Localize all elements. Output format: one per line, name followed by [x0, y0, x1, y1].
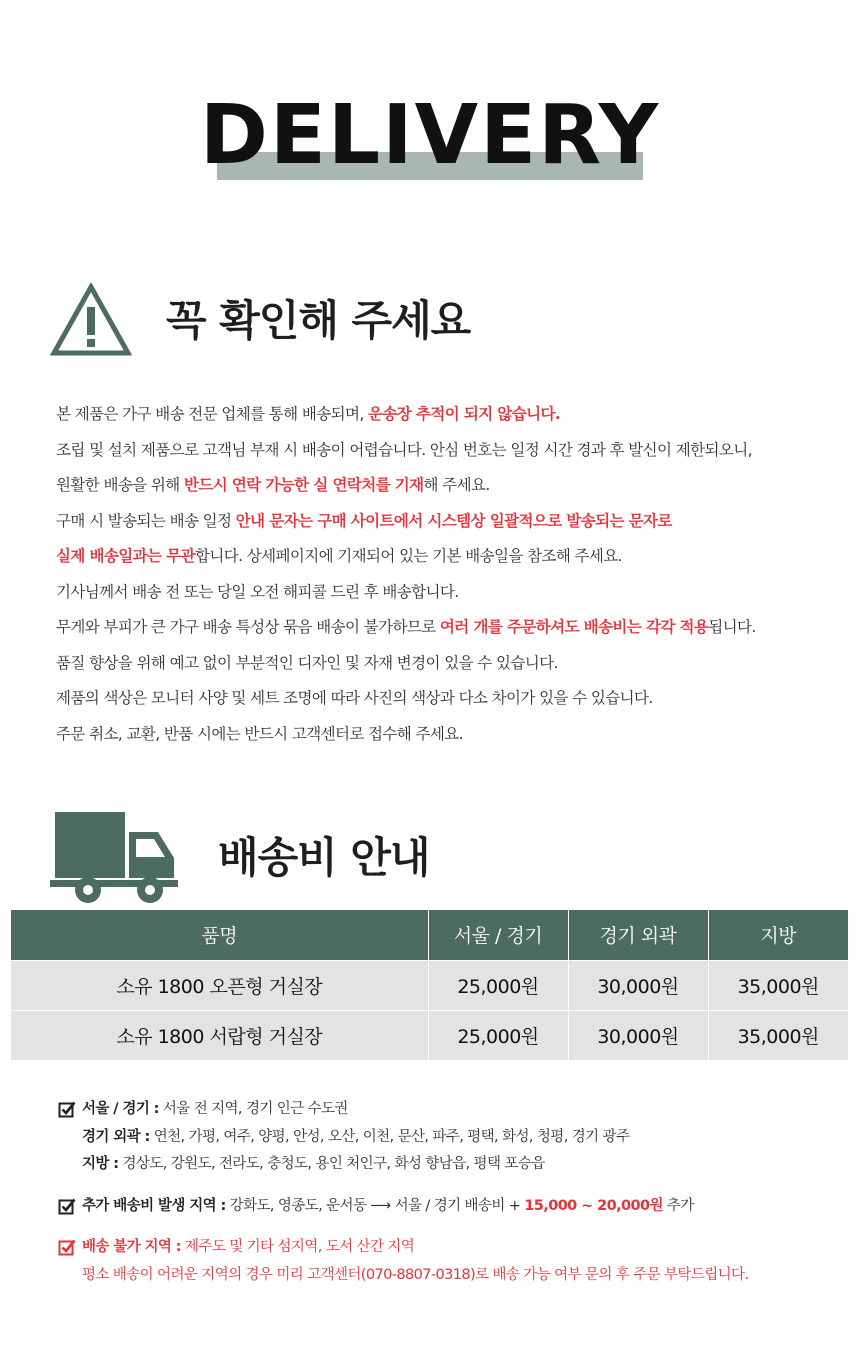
notice-item	[56, 468, 846, 504]
shipping-fee-table	[11, 910, 848, 1060]
unavailable-note: 평소 배송이 어려운 지역의 경우 미리 고객센터(070-8807-0318)로 배송 가능 여부 문의 후 주문 부탁드립니다.	[82, 1266, 749, 1283]
unavailable-label: 배송 불가 지역 :	[82, 1239, 181, 1255]
page-header	[0, 86, 860, 186]
notice-highlight: 반드시 연락 가능한 실 연락처를 기재	[183, 476, 424, 494]
column-header-seoul: 서울 / 경기	[428, 910, 568, 960]
notice-text: 품질 향상을 위해 예고 없이 부분적인 디자인 및 자재 변경이 있을 수 있습니다.	[56, 653, 558, 672]
notice-text: 조립 및 설치 제품으로 고객님 부재 시 배송이 어렵습니다. 안심 번호는 일정 시간 경과 후 발신이 제한되오니,	[56, 440, 752, 459]
region-seoul-text: 서울 전 지역, 경기 인근 수도권	[158, 1101, 348, 1117]
delivery-truck-icon	[50, 812, 180, 904]
extra-fee-base: 서울 / 경기 배송비 +	[390, 1197, 525, 1214]
notice-text: 무게와 부피가 큰 가구 배송 특성상 묶음 배송이 불가하므로	[56, 618, 440, 636]
region-outer	[82, 1124, 848, 1152]
notice-highlight: 운송장 추적이 되지 않습니다.	[368, 405, 561, 423]
region-group	[58, 1096, 848, 1179]
region-seoul	[82, 1096, 848, 1124]
fee-section-header	[50, 812, 810, 904]
extra-fee-group	[58, 1193, 848, 1221]
unavailable-group	[58, 1234, 848, 1289]
notice-text: 구매 시 발송되는 배송 일정	[56, 511, 236, 530]
unavailable-line	[82, 1234, 848, 1262]
arrow-right-icon: ⟶	[370, 1197, 391, 1214]
notice-item	[56, 539, 846, 575]
region-outer-label: 경기 외곽 :	[82, 1128, 150, 1145]
notice-highlight: 실제 배송일과는 무관	[56, 547, 195, 565]
warning-triangle-icon	[50, 283, 132, 357]
notice-item	[56, 610, 846, 646]
cell-outer-fee: 30,000원	[568, 1010, 708, 1060]
column-header-product: 품명	[11, 910, 428, 960]
checkbox-check-icon	[58, 1197, 76, 1215]
cell-outer-fee: 30,000원	[568, 960, 708, 1010]
notice-item	[56, 575, 846, 611]
table-row	[11, 1010, 848, 1060]
extra-fee-line	[82, 1193, 848, 1221]
notice-text: 본 제품은 가구 배송 전문 업체를 통해 배송되며,	[56, 405, 369, 423]
column-header-outer: 경기 외곽	[568, 910, 708, 960]
page-title: DELIVERY	[199, 88, 661, 183]
extra-fee-label: 추가 배송비 발생 지역 :	[82, 1197, 226, 1214]
notice-text: 기사님께서 배송 전 또는 당일 오전 해피콜 드린 후 배송합니다.	[56, 582, 459, 601]
notice-text: 주문 취소, 교환, 반품 시에는 반드시 고객센터로 접수해 주세요.	[56, 724, 463, 743]
extra-fee-suffix: 추가	[662, 1197, 694, 1214]
extra-fee-areas: 강화도, 영종도, 운서동	[225, 1197, 371, 1214]
cell-local-fee: 35,000원	[708, 1010, 848, 1060]
cell-product: 소유 1800 오픈형 거실장	[11, 960, 428, 1010]
cell-seoul-fee: 25,000원	[428, 960, 568, 1010]
notice-list	[56, 397, 846, 752]
unavailable-areas: 제주도 및 기타 섬지역, 도서 산간 지역	[181, 1239, 415, 1255]
notice-item	[56, 646, 846, 682]
table-header-row	[11, 910, 848, 960]
checkbox-check-icon	[58, 1238, 76, 1256]
cell-seoul-fee: 25,000원	[428, 1010, 568, 1060]
notice-text: 원활한 배송을 위해	[56, 476, 184, 494]
region-local-text: 경상도, 강원도, 전라도, 충청도, 용인 처인구, 화성 향남읍, 평택 포승읍	[118, 1156, 545, 1172]
region-outer-text: 연천, 가평, 여주, 양평, 안성, 오산, 이천, 문산, 파주, 평택, 화성, 청평, 경기 광주	[149, 1128, 630, 1145]
notice-item	[56, 717, 846, 753]
fee-heading: 배송비 안내	[218, 833, 430, 882]
notice-text: 됩니다.	[708, 618, 756, 636]
region-local	[82, 1151, 848, 1179]
checkbox-check-icon	[58, 1100, 76, 1118]
notice-highlight: 여러 개를 주문하셔도 배송비는 각각 적용	[439, 618, 709, 636]
notice-heading: 꼭 확인해 주세요	[166, 296, 471, 345]
notice-text: 제품의 색상은 모니터 사양 및 세트 조명에 따라 사진의 색상과 다소 차이가 있을 수 있습니다.	[56, 689, 653, 707]
notice-item	[56, 433, 846, 469]
table-row	[11, 960, 848, 1010]
cell-product: 소유 1800 서랍형 거실장	[11, 1010, 428, 1060]
notice-item	[56, 681, 846, 717]
notice-item	[56, 504, 846, 540]
notice-highlight: 안내 문자는 구매 사이트에서 시스템상 일괄적으로 발송되는 문자로	[235, 511, 672, 530]
cell-local-fee: 35,000원	[708, 960, 848, 1010]
notice-item	[56, 397, 846, 433]
extra-fee-amount: 15,000 ~ 20,000원	[524, 1197, 663, 1214]
notice-section-header	[50, 283, 810, 363]
region-info	[58, 1096, 848, 1289]
notice-text: 합니다. 상세페이지에 기재되어 있는 기본 배송일을 참조해 주세요.	[194, 547, 622, 565]
region-seoul-label: 서울 / 경기 :	[82, 1101, 159, 1117]
notice-text: 해 주세요.	[423, 476, 490, 494]
region-local-label: 지방 :	[82, 1156, 119, 1172]
column-header-local: 지방	[708, 910, 848, 960]
